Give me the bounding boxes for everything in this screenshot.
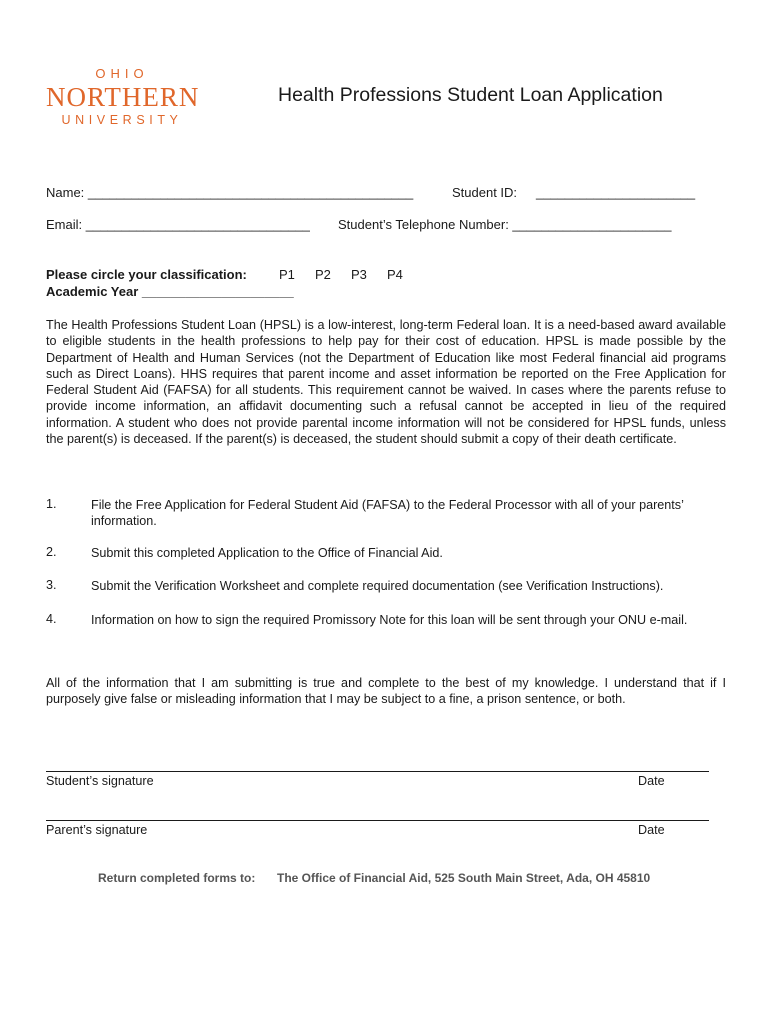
- student-date-label: Date: [638, 774, 665, 788]
- logo-line-northern: NORTHERN: [46, 82, 200, 112]
- classification-option-p4[interactable]: P4: [387, 267, 403, 282]
- telephone-field[interactable]: Student’s Telephone Number: ______________________: [338, 217, 672, 232]
- logo-line-university: UNIVERSITY: [61, 113, 183, 127]
- intro-paragraph: The Health Professions Student Loan (HPSL) is a low-interest, long-term Federal loan. It is a need-based award available to eligible students in the health professions to help pay for their cost of education. HPSL is made possible by the Department of Health and Human Services (not the Department of Education like most Federal financial aid programs such as Direct Loans). HHS requires that parent income and asset information be reported on the Free Application for Federal Student Aid (FAFSA) for all students. This requirement cannot be waived. In cases where the parents refuse to provide income information, an affidavit documenting such a refusal cannot be accepted in lieu of the required information. A student who does not provide parental income information will not be considered for HPSL funds, unless the parent(s) is deceased. If the parent(s) is deceased, the student should submit a copy of their death certificate.: [46, 318, 726, 447]
- classification-option-p1[interactable]: P1: [279, 267, 295, 282]
- student-signature-line[interactable]: [46, 771, 709, 772]
- step-text: File the Free Application for Federal Student Aid (FAFSA) to the Federal Processor with all of your parents’ information.: [91, 498, 684, 529]
- classification-option-p2[interactable]: P2: [315, 267, 331, 282]
- email-field[interactable]: Email: _______________________________: [46, 217, 310, 232]
- step-number: 4.: [46, 612, 57, 626]
- parent-signature-label: Parent’s signature: [46, 823, 148, 837]
- academic-year-field[interactable]: Academic Year _____________________: [46, 284, 294, 299]
- page-title: Health Professions Student Loan Application: [278, 84, 663, 106]
- parent-date-label: Date: [638, 823, 665, 837]
- university-logo: [46, 66, 198, 128]
- parent-signature-line[interactable]: [46, 820, 709, 821]
- step-number: 1.: [46, 497, 57, 511]
- step-text: Information on how to sign the required Promissory Note for this loan will be sent through your ONU e-mail.: [91, 613, 688, 627]
- classification-option-p3[interactable]: P3: [351, 267, 367, 282]
- student-signature-label: Student’s signature: [46, 774, 154, 788]
- certification-statement: All of the information that I am submitting is true and complete to the best of my knowledge. I understand that if I purposely give false or misleading information that I may be subject to a fine, a prison sentence, or both.: [46, 676, 726, 707]
- logo-line-ohio: OHIO: [95, 66, 149, 81]
- step-number: 3.: [46, 578, 57, 592]
- step-text: Submit the Verification Worksheet and complete required documentation (see Verification Instructions).: [91, 579, 664, 593]
- step-text: Submit this completed Application to the Office of Financial Aid.: [91, 546, 443, 560]
- student-id-field[interactable]: ______________________: [536, 185, 696, 200]
- return-address: The Office of Financial Aid, 525 South Main Street, Ada, OH 45810: [277, 871, 651, 885]
- classification-label: Please circle your classification:: [46, 267, 247, 282]
- step-number: 2.: [46, 545, 57, 559]
- return-label: Return completed forms to:: [98, 871, 256, 885]
- name-field[interactable]: Name: _____________________________________________: [46, 185, 414, 200]
- student-id-label: Student ID:: [452, 185, 518, 200]
